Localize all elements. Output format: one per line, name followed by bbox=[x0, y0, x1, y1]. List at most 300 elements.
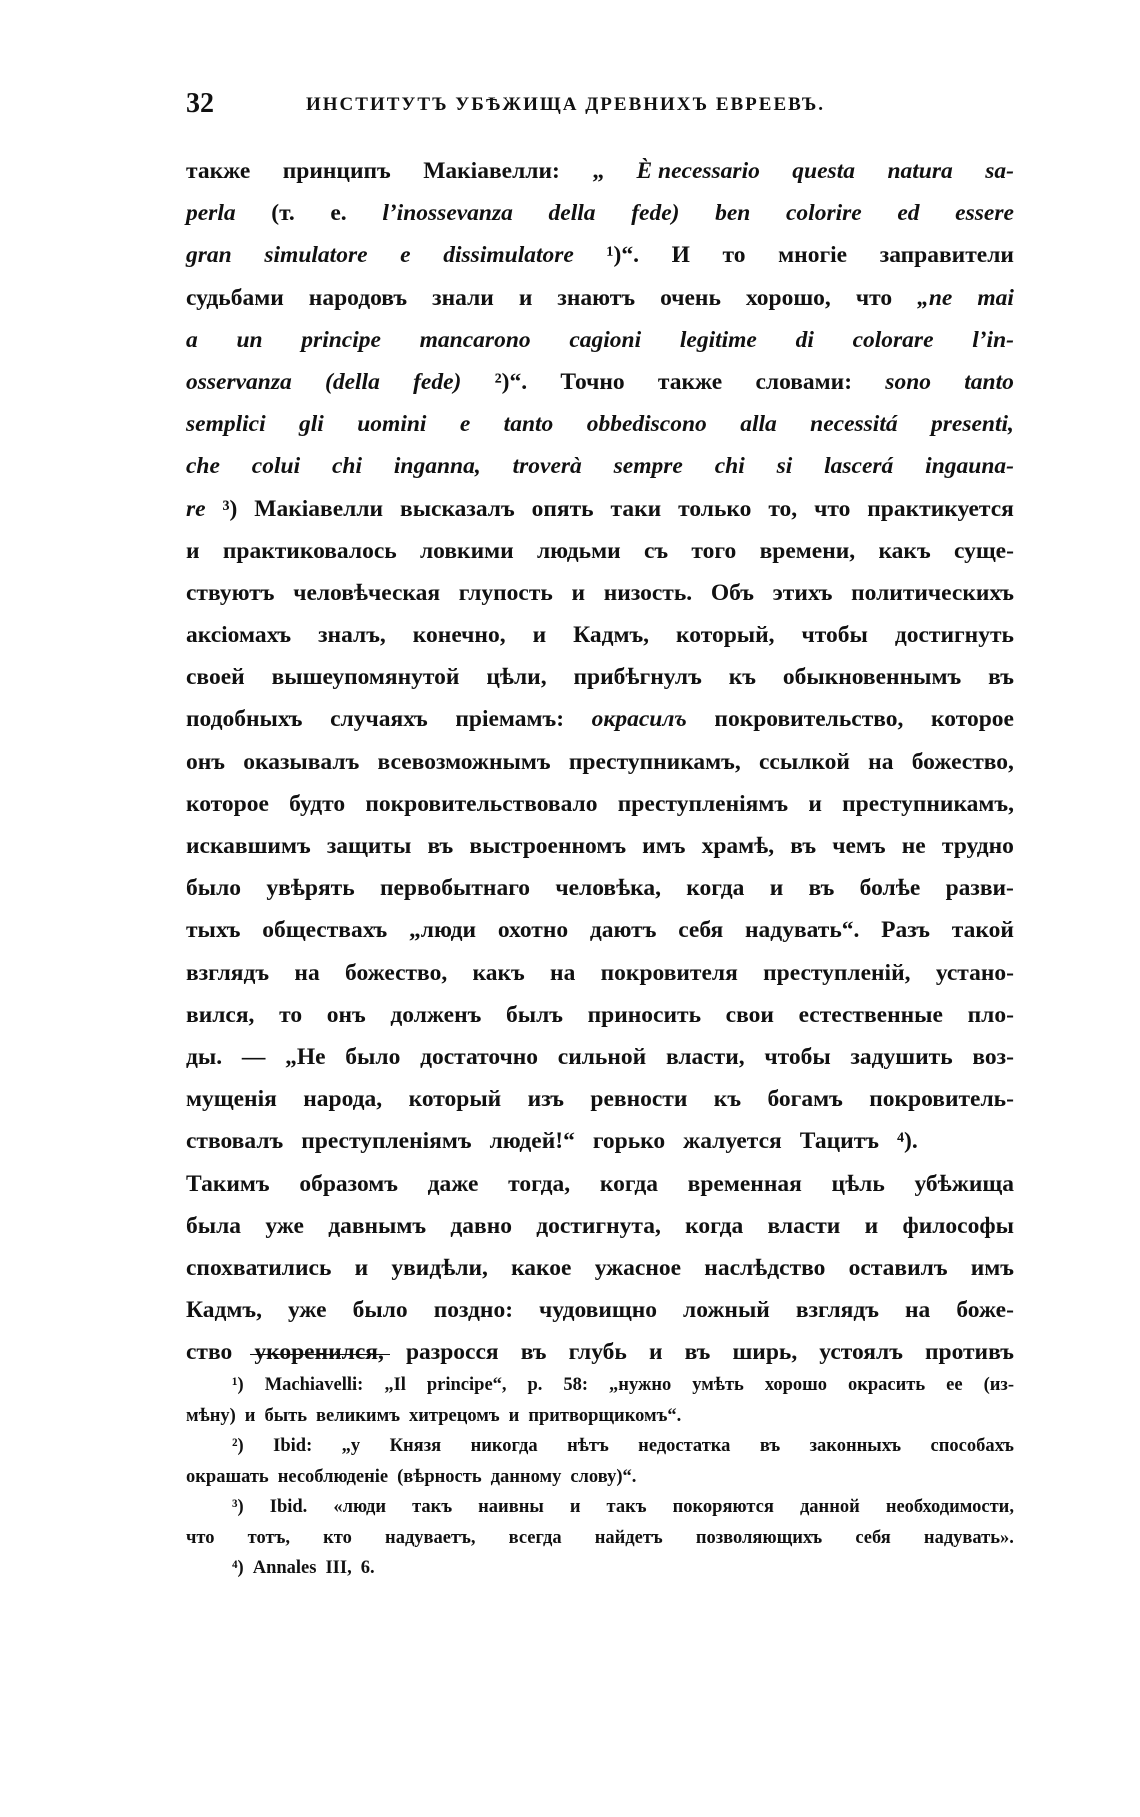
word: въ bbox=[790, 833, 817, 859]
word: приносить bbox=[587, 1001, 701, 1028]
word: такой bbox=[951, 917, 1014, 944]
footnote-word: Князя bbox=[389, 1436, 442, 1456]
word: uomini bbox=[357, 411, 427, 438]
footnote-separator bbox=[250, 1354, 390, 1355]
word: чемъ bbox=[832, 833, 886, 859]
footnote-word: окрасить bbox=[847, 1375, 926, 1395]
footnote-word: необходимости, bbox=[885, 1497, 1014, 1517]
word: chi bbox=[714, 453, 745, 480]
word: который bbox=[408, 1086, 502, 1113]
footnote-word: нѣтъ bbox=[567, 1436, 609, 1456]
word: troverà bbox=[512, 453, 582, 480]
word: низость. bbox=[603, 579, 693, 606]
footnote-word: Annales bbox=[252, 1558, 317, 1578]
word: надувать“. bbox=[745, 917, 860, 944]
footnote-word: Ibid: bbox=[273, 1436, 313, 1456]
word: также bbox=[657, 368, 723, 395]
footnote-word: p. bbox=[527, 1375, 543, 1395]
word: mai bbox=[977, 284, 1014, 311]
word: суще- bbox=[953, 537, 1014, 564]
footnote-word: и bbox=[244, 1405, 256, 1426]
page-number: 32 bbox=[186, 88, 214, 119]
word: ствовалъ bbox=[186, 1128, 284, 1155]
word: какъ bbox=[878, 537, 931, 564]
word: „ bbox=[592, 158, 605, 184]
word: gran bbox=[186, 242, 232, 269]
footnote-word: позволяющихъ bbox=[695, 1527, 823, 1548]
text-line bbox=[186, 361, 1014, 403]
word: di bbox=[795, 326, 814, 353]
word: colorire bbox=[785, 200, 862, 227]
word: преступленіямъ bbox=[301, 1128, 472, 1155]
word: задушить bbox=[850, 1043, 953, 1070]
footnote-word: наивны bbox=[478, 1497, 544, 1517]
word: свои bbox=[725, 1001, 774, 1028]
text-line bbox=[186, 1247, 1014, 1289]
word: Разъ bbox=[881, 917, 931, 944]
word: покровитель- bbox=[869, 1086, 1014, 1113]
word: пріемамъ: bbox=[455, 706, 565, 733]
word: власти bbox=[767, 1212, 841, 1239]
footnote-word: кто bbox=[323, 1527, 352, 1548]
word: жалуется bbox=[683, 1128, 782, 1155]
word: mancarono bbox=[419, 326, 531, 353]
word: un bbox=[236, 326, 263, 353]
word: чтобы bbox=[801, 622, 868, 649]
word: на bbox=[868, 748, 894, 775]
footnote-word: 6. bbox=[360, 1558, 375, 1578]
word: fede) bbox=[413, 368, 462, 395]
word: окрасилъ bbox=[591, 706, 687, 733]
word: охотно bbox=[497, 917, 569, 944]
text-line bbox=[186, 403, 1014, 445]
footnote-word: быть bbox=[264, 1405, 308, 1426]
word: Макіавелли bbox=[254, 495, 384, 522]
text-line bbox=[186, 1331, 1014, 1373]
word: воз- bbox=[972, 1043, 1014, 1070]
word: философы bbox=[902, 1212, 1014, 1239]
word: ширь, bbox=[732, 1339, 798, 1366]
word: a bbox=[186, 326, 198, 353]
word: себя bbox=[678, 917, 724, 944]
word: увидѣли, bbox=[391, 1254, 488, 1281]
word: въ bbox=[684, 1339, 711, 1366]
footnote-word: такъ bbox=[412, 1497, 453, 1517]
footnote-word: покоряются bbox=[672, 1497, 774, 1517]
footnote-word: такъ bbox=[606, 1497, 647, 1517]
word: было bbox=[186, 875, 242, 902]
word: questa bbox=[792, 158, 855, 184]
footnote-word: „у bbox=[341, 1436, 361, 1456]
text-line bbox=[186, 1120, 1014, 1162]
word: разви- bbox=[945, 875, 1014, 902]
word: и bbox=[648, 1339, 663, 1366]
word: cagioni bbox=[569, 326, 642, 353]
word: которое bbox=[186, 790, 269, 817]
footnote-word: окрашать bbox=[186, 1466, 269, 1487]
word: въ bbox=[808, 875, 835, 902]
word: знаютъ bbox=[557, 284, 636, 311]
word: глубь bbox=[568, 1339, 627, 1366]
word: inganna, bbox=[393, 453, 481, 480]
word: Такимъ bbox=[186, 1170, 270, 1197]
text-line bbox=[186, 319, 1014, 361]
word: которое bbox=[931, 706, 1014, 733]
word: necessitá bbox=[810, 411, 898, 438]
footnote-word: III, bbox=[325, 1558, 352, 1578]
word: божество, bbox=[345, 959, 448, 986]
word: tanto bbox=[964, 368, 1014, 395]
word: Макіавелли: bbox=[423, 158, 560, 184]
word: presenti, bbox=[931, 411, 1014, 438]
word: semplici bbox=[186, 411, 266, 438]
word: мущенія bbox=[186, 1086, 277, 1113]
word: e bbox=[400, 242, 411, 269]
word: искавшимъ bbox=[186, 833, 311, 859]
word: È necessario bbox=[636, 158, 760, 184]
word: Тацитъ bbox=[799, 1128, 879, 1155]
footnote-word: что bbox=[186, 1527, 215, 1548]
word: людьми bbox=[536, 537, 621, 564]
footnotes bbox=[186, 1370, 1014, 1584]
word: когда bbox=[599, 1170, 658, 1197]
word: ²)“. bbox=[494, 368, 528, 395]
main-text bbox=[186, 150, 1014, 1373]
word: ство bbox=[186, 1339, 233, 1366]
word: и bbox=[186, 537, 200, 564]
word: тогда, bbox=[508, 1170, 571, 1197]
footnote-word: въ bbox=[759, 1436, 781, 1456]
word: принципъ bbox=[282, 158, 391, 184]
word: покровительствовало bbox=[365, 790, 598, 817]
word: sono bbox=[885, 368, 932, 395]
word: вился, bbox=[186, 1001, 255, 1028]
footnote-line bbox=[186, 1492, 1014, 1523]
word: perla bbox=[186, 200, 236, 227]
word: наслѣдство bbox=[704, 1254, 826, 1281]
word: достигнуть bbox=[894, 622, 1014, 649]
footnote-word: хитрецомъ bbox=[408, 1405, 500, 1426]
word: l’inossevanza bbox=[382, 200, 513, 227]
word: ³) bbox=[222, 495, 238, 522]
word: даже bbox=[427, 1170, 479, 1197]
text-line bbox=[186, 192, 1014, 234]
word: цѣли, bbox=[486, 664, 547, 691]
word: было bbox=[345, 1043, 401, 1070]
word: ingauna- bbox=[925, 453, 1014, 480]
word: то, bbox=[768, 495, 798, 522]
running-head: ИНСТИТУТЪ УБѢЖИЩА ДРЕВНИХЪ ЕВРЕЕВЪ. bbox=[306, 94, 826, 115]
word: Кадмъ, bbox=[573, 622, 650, 649]
word: судьбами bbox=[186, 284, 284, 311]
text-line bbox=[186, 698, 1014, 740]
word: практикуется bbox=[867, 495, 1014, 522]
word: давно bbox=[450, 1212, 513, 1239]
word: ed bbox=[897, 200, 920, 227]
text-line bbox=[186, 572, 1014, 614]
text-line bbox=[186, 741, 1014, 783]
word: разросся bbox=[405, 1339, 499, 1366]
word: и bbox=[532, 622, 547, 649]
footnote-word: слову)“. bbox=[570, 1466, 637, 1487]
footnote-line bbox=[186, 1401, 1014, 1432]
word: естественные bbox=[798, 1001, 943, 1028]
word: практиковалось bbox=[222, 537, 397, 564]
word: то bbox=[279, 1001, 303, 1028]
word: высказалъ bbox=[400, 495, 515, 522]
word: изъ bbox=[527, 1086, 564, 1113]
word: оставилъ bbox=[848, 1254, 948, 1281]
word: съ bbox=[643, 537, 669, 564]
word: ревности bbox=[590, 1086, 688, 1113]
footnote-word: «люди bbox=[333, 1497, 387, 1517]
word: И bbox=[671, 242, 690, 269]
word: si bbox=[776, 453, 793, 480]
word: устано- bbox=[935, 959, 1014, 986]
word: была bbox=[186, 1212, 242, 1239]
word: какъ bbox=[472, 959, 525, 986]
word: ды. bbox=[186, 1043, 223, 1070]
word: народовъ bbox=[308, 284, 408, 311]
footnote-word: Machiavelli: bbox=[264, 1375, 364, 1395]
word: obbediscono bbox=[586, 411, 707, 438]
word: l’in- bbox=[972, 326, 1014, 353]
word: образомъ bbox=[299, 1170, 398, 1197]
footnote-word: найдетъ bbox=[594, 1527, 663, 1548]
word: Объ bbox=[710, 579, 754, 606]
word: ⁴). bbox=[896, 1128, 918, 1155]
word: человѣческая bbox=[293, 579, 441, 606]
word: преступникамъ, bbox=[568, 748, 741, 775]
word: трудно bbox=[941, 833, 1014, 859]
word: временная bbox=[687, 1170, 802, 1197]
word: укоренился, bbox=[254, 1339, 384, 1366]
text-line bbox=[186, 1289, 1014, 1331]
footnote-word: „нужно bbox=[609, 1375, 672, 1395]
word: на bbox=[905, 1297, 931, 1324]
footnote-word: себя bbox=[855, 1527, 891, 1548]
word: вышеупомянутой bbox=[271, 664, 460, 691]
word: чудовищно bbox=[539, 1297, 657, 1324]
word: былъ bbox=[505, 1001, 563, 1028]
word: dissimulatore bbox=[443, 242, 574, 269]
word: essere bbox=[955, 200, 1014, 227]
word: „Не bbox=[285, 1043, 326, 1070]
word: въ bbox=[427, 833, 454, 859]
footnote-word: мѣну) bbox=[186, 1405, 236, 1426]
word: ужасное bbox=[594, 1254, 682, 1281]
word: уже bbox=[265, 1212, 304, 1239]
footnote-word: ее bbox=[946, 1375, 963, 1395]
word: увѣрять bbox=[266, 875, 355, 902]
page-header bbox=[186, 88, 1006, 128]
word: словами: bbox=[755, 368, 853, 395]
word: этихъ bbox=[772, 579, 833, 606]
word: — bbox=[241, 1043, 266, 1070]
word: и bbox=[518, 284, 533, 311]
word: только bbox=[678, 495, 752, 522]
word: въ bbox=[520, 1339, 547, 1366]
word: „ne bbox=[917, 284, 953, 311]
text-line bbox=[186, 488, 1014, 530]
word: случаяхъ bbox=[330, 706, 428, 733]
word: власти, bbox=[665, 1043, 745, 1070]
footnote-word: надуваетъ, bbox=[385, 1527, 476, 1548]
word: e bbox=[459, 411, 471, 438]
word: покровителя bbox=[600, 959, 738, 986]
footnote-word: ³) bbox=[232, 1497, 244, 1517]
word: заправители bbox=[879, 242, 1014, 269]
word: глупость bbox=[458, 579, 553, 606]
word: прибѣгнулъ bbox=[573, 664, 702, 691]
word: чтобы bbox=[764, 1043, 831, 1070]
word: sa- bbox=[985, 158, 1014, 184]
footnote-line bbox=[186, 1431, 1014, 1462]
text-line bbox=[186, 783, 1014, 825]
footnote-word: надувать». bbox=[923, 1527, 1014, 1548]
footnote-line bbox=[186, 1523, 1014, 1554]
footnote-word: способахъ bbox=[930, 1436, 1014, 1456]
footnote-word: ¹) bbox=[232, 1375, 244, 1395]
word: онъ bbox=[186, 748, 225, 775]
word: первобытнаго bbox=[379, 875, 531, 902]
word: очень bbox=[660, 284, 721, 311]
word: имъ bbox=[970, 1254, 1014, 1281]
footnote-word: всегда bbox=[508, 1527, 562, 1548]
word: покровительство, bbox=[714, 706, 904, 733]
word: и bbox=[769, 875, 784, 902]
word: уже bbox=[287, 1297, 327, 1324]
word: спохватились bbox=[186, 1254, 332, 1281]
word: на bbox=[550, 959, 576, 986]
word: богамъ bbox=[767, 1086, 843, 1113]
word: храмѣ, bbox=[701, 833, 775, 859]
word: таки bbox=[610, 495, 662, 522]
word: Точно bbox=[560, 368, 625, 395]
text-line bbox=[186, 656, 1014, 698]
word: зналъ, bbox=[318, 622, 386, 649]
text-line bbox=[186, 1163, 1014, 1205]
word: цѣль bbox=[831, 1170, 885, 1197]
footnote-word: хорошо bbox=[764, 1375, 828, 1395]
word: е. bbox=[330, 200, 347, 227]
word: преступленій, bbox=[763, 959, 911, 986]
word: устоялъ bbox=[819, 1339, 903, 1366]
word: ложный bbox=[683, 1297, 770, 1324]
word: защиты bbox=[326, 833, 412, 859]
word: убѣжища bbox=[914, 1170, 1014, 1197]
word: Кадмъ, bbox=[186, 1297, 262, 1324]
text-line bbox=[186, 234, 1014, 276]
word: хорошо, bbox=[745, 284, 831, 311]
word: principe bbox=[301, 326, 381, 353]
word: давнымъ bbox=[328, 1212, 427, 1239]
word: къ bbox=[713, 1086, 742, 1113]
word: выстроенномъ bbox=[469, 833, 627, 859]
word: всевозможнымъ bbox=[377, 748, 551, 775]
word: (т. bbox=[271, 200, 295, 227]
word: ¹)“. bbox=[606, 242, 639, 269]
footnote-word: и bbox=[569, 1497, 581, 1517]
word: сильной bbox=[557, 1043, 647, 1070]
word: ловкими bbox=[420, 537, 514, 564]
word: ствуютъ bbox=[186, 579, 275, 606]
footnote-word: principe“, bbox=[426, 1375, 507, 1395]
word: что bbox=[814, 495, 851, 522]
word: пло- bbox=[967, 1001, 1014, 1028]
text-line bbox=[186, 1078, 1014, 1120]
word: osservanza bbox=[186, 368, 292, 395]
word: даютъ bbox=[589, 917, 657, 944]
word: обыкновеннымъ bbox=[782, 664, 962, 691]
word: взглядъ bbox=[186, 959, 270, 986]
word: достаточно bbox=[420, 1043, 539, 1070]
word: преступленіямъ bbox=[617, 790, 789, 817]
word: къ bbox=[728, 664, 756, 691]
word: на bbox=[294, 959, 320, 986]
word: божество, bbox=[911, 748, 1014, 775]
word: и bbox=[571, 579, 586, 606]
footnote-word: великимъ bbox=[316, 1405, 400, 1426]
text-line bbox=[186, 1205, 1014, 1247]
word: того bbox=[691, 537, 737, 564]
footnote-word: несоблюденіе bbox=[277, 1466, 389, 1487]
word: della bbox=[548, 200, 596, 227]
word: противъ bbox=[924, 1339, 1014, 1366]
word: тыхъ bbox=[186, 917, 241, 944]
word: sempre bbox=[613, 453, 683, 480]
footnote-word: данной bbox=[799, 1497, 860, 1517]
word: когда bbox=[685, 1212, 744, 1239]
word: конечно, bbox=[412, 622, 506, 649]
word: своей bbox=[186, 664, 245, 691]
word: было bbox=[352, 1297, 408, 1324]
footnote-word: ²) bbox=[232, 1436, 244, 1456]
word: горько bbox=[592, 1128, 666, 1155]
word: не bbox=[901, 833, 926, 859]
text-line bbox=[186, 150, 1014, 192]
word: боже- bbox=[956, 1297, 1014, 1324]
word: будто bbox=[289, 790, 346, 817]
word: опять bbox=[531, 495, 594, 522]
word: colui bbox=[251, 453, 301, 480]
footnote-word: законныхъ bbox=[809, 1436, 902, 1456]
text-line bbox=[186, 445, 1014, 487]
word: обществахъ bbox=[262, 917, 388, 944]
word: людей!“ bbox=[489, 1128, 575, 1155]
footnote-word: 58: bbox=[563, 1375, 589, 1395]
text-line bbox=[186, 530, 1014, 572]
word: и bbox=[354, 1254, 369, 1281]
footnote-word: данному bbox=[490, 1466, 562, 1487]
word: то bbox=[722, 242, 746, 269]
word: человѣка, bbox=[555, 875, 661, 902]
word: долженъ bbox=[390, 1001, 482, 1028]
word: времени, bbox=[759, 537, 856, 564]
footnote-word: и bbox=[508, 1405, 520, 1426]
text-line bbox=[186, 952, 1014, 994]
word: многіе bbox=[778, 242, 848, 269]
word: подобныхъ bbox=[186, 706, 303, 733]
footnote-word: „Il bbox=[384, 1375, 406, 1395]
footnote-word: (вѣрность bbox=[397, 1466, 482, 1487]
text-line bbox=[186, 277, 1014, 319]
word: знали bbox=[432, 284, 494, 311]
word: который, bbox=[676, 622, 775, 649]
word: взглядъ bbox=[795, 1297, 879, 1324]
word: когда bbox=[686, 875, 745, 902]
footnote-word: тотъ, bbox=[247, 1527, 291, 1548]
